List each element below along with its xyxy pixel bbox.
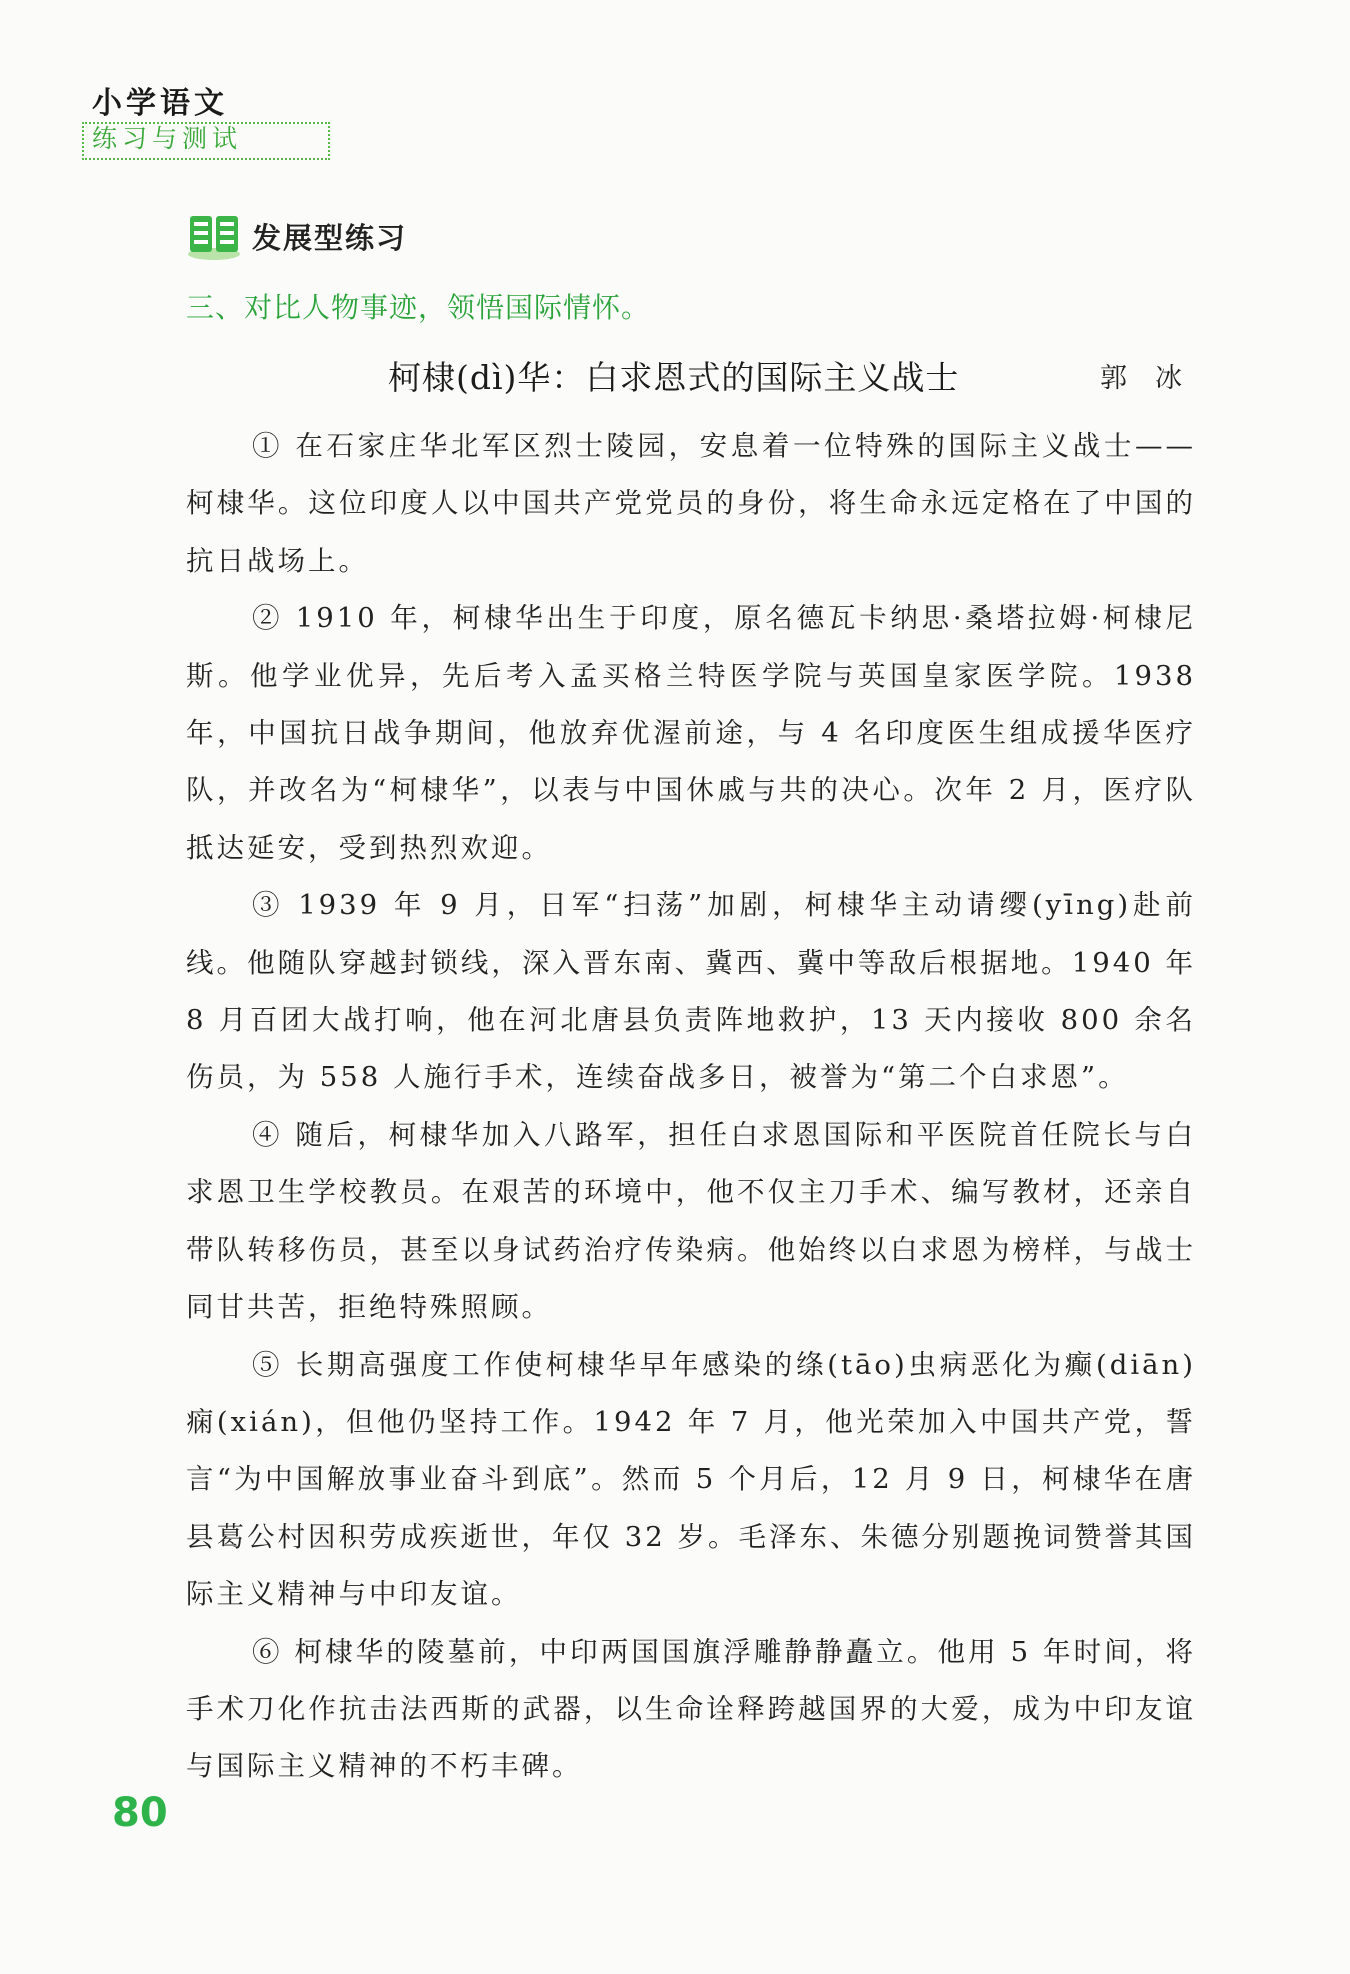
paragraph-6: ⑥ 柯棣华的陵墓前，中印两国国旗浮雕静静矗立。他用 5 年时间，将手术刀化作抗击法西斯的武器，以生命诠释跨越国界的大爱，成为中印友谊与国际主义精神的不朽丰碑。 [186,1635,1196,1783]
article-title: 柯棣(dì)华：白求恩式的国际主义战士 [388,358,960,397]
paragraph-2: ② 1910 年，柯棣华出生于印度，原名德瓦卡纳思·桑塔拉姆·柯棣尼斯。他学业优异，先后考入孟买格兰特医学院与英国皇家医学院。1938 年，中国抗日战争期间，他放弃优渥前途，与 4 名印度医生组成援华医疗队，并改名为“柯棣华”，以表与中国休戚与共的决心。次年 2 月，医疗队抵达延安，受到热烈欢迎。 [186,602,1196,864]
paragraph-4: ④ 随后，柯棣华加入八路军，担任白求恩国际和平医院首任院长与白求恩卫生学校教员。在艰苦的环境中，他不仅主刀手术、编写教材，还亲自带队转移伤员，甚至以身试药治疗传染病。他始终以白求恩为榜样，与战士同甘共苦，拒绝特殊照顾。 [186,1118,1196,1324]
series-subtitle: 练习与测试 [82,122,330,160]
article-author: 郭冰 [1100,363,1210,394]
page-number: 80 [112,1790,168,1836]
article-body [186,418,1196,1796]
paragraph-3: ③ 1939 年 9 月，日军“扫荡”加剧，柯棣华主动请缨(yīng)赴前线。他随队穿越封锁线，深入晋东南、冀西、冀中等敌后根据地。1940 年 8 月百团大战打响，他在河北唐县负责阵地救护，13 天内接收 800 余名伤员，为 558 人施行手术，连续奋战多日，被誉为“第二个白求恩”。 [186,889,1196,1094]
paragraph-1: ① 在石家庄华北军区烈士陵园，安息着一位特殊的国际主义战士——柯棣华。这位印度人以中国共产党党员的身份，将生命永远定格在了中国的抗日战场上。 [186,430,1196,577]
question-prompt: 三、对比人物事迹，领悟国际情怀。 [186,291,651,324]
paragraph-5: ⑤ 长期高强度工作使柯棣华早年感染的绦(tāo)虫病恶化为癫(diān)痫(xián)，但他仍坚持工作。1942 年 7 月，他光荣加入中国共产党，誓言“为中国解放事业奋斗到底”。然而 5 个月后，12 月 9 日，柯棣华在唐县葛公村因积劳成疾逝世，年仅 32 岁。毛泽东、朱德分别题挽词赞誉其国际主义精神与中印友谊。 [186,1348,1196,1611]
series-title: 小学语文 [92,86,228,121]
section-heading [186,210,407,262]
section-title: 发展型练习 [252,220,408,255]
book-icon [186,210,242,262]
